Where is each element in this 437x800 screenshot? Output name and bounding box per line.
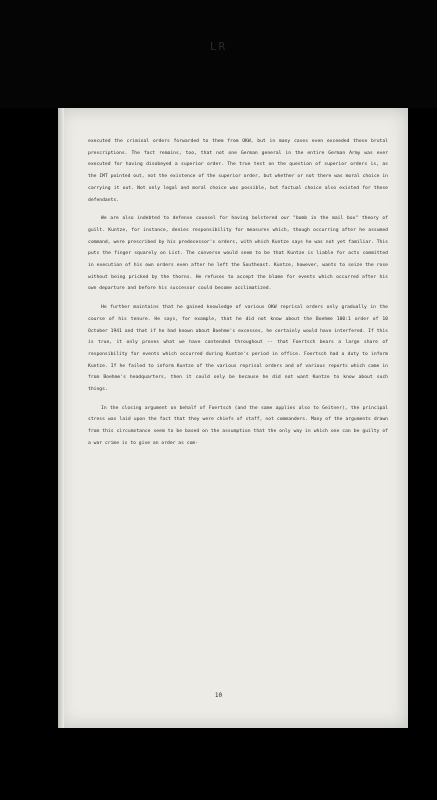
header-mark: LR [209,40,228,53]
page-edge-shadow [58,108,64,728]
scan-top-margin [0,0,437,108]
scan-bottom-margin [0,728,437,800]
paragraph-closing-argument: In the closing argument on behalf of Foertsch (and the same applies also to Geitner), the principal stress was laid upon the fact that they were chiefs of staff, not commanders. Many of the arguments drawn from this circumstance seem to be based on the assumption that the only way in which one can be guilty of a war crime is to give an order as com- [88,405,388,446]
page-number: 10 [214,692,223,699]
paragraph-reprisal-orders: He further maintains that he gained knowledge of various OKW reprisal orders only gradually in the course of his tenure. He says, for example, that he did not know about the Boehme 100:1 order of 10 October 1941 and that if he had known about Boehme's excesses, he certainly would have interfered. If this is true, it only proves what we have contended throughout -- that Foertsch bears a large share of responsibility for events which occurred during Kuntze's period in office. Foertsch had a duty to inform Kuntze. If he failed to inform Kuntze of the various reprisal orders and of various reports which came in from Boehme's headquarters, then it could only be because he did not want Kuntze to know about such things. [88,305,388,393]
document-body [88,136,388,450]
paragraph-bomb-in-mailbox: We are also indebted to defense counsel for having bolstered our "bomb in the mail box" theory of guilt. Kuntze, for instance, denies responsibility for measures which, though occurring after he assumed command, were prescribed by his predecessor's orders, with which Kuntze says he was not yet familiar. This puts the finger squarely on List. The converse would seem to be that Kuntze is liable for acts committed in execution of his own orders even after he left the Southeast. Kuntze, however, wants to seize the rose without being pricked by the thorns. He refuses to accept the blame for events which occurred after his own departure and before his successor could become acclimatized. [88,216,388,292]
paragraph-superior-orders: executed the criminal orders forwarded to them from OKW, but in many cases even exceeded these brutal prescriptions. The fact remains, too, that not one German general in the entire German Army was ever executed for having disobeyed a superior order. The true test on the question of superior orders is, as the IMT pointed out, not the existence of the superior order, but whether or not there was moral choice in carrying it out. Not only legal and moral choice was possible, but factual choice also existed for these defendants. [88,139,388,203]
